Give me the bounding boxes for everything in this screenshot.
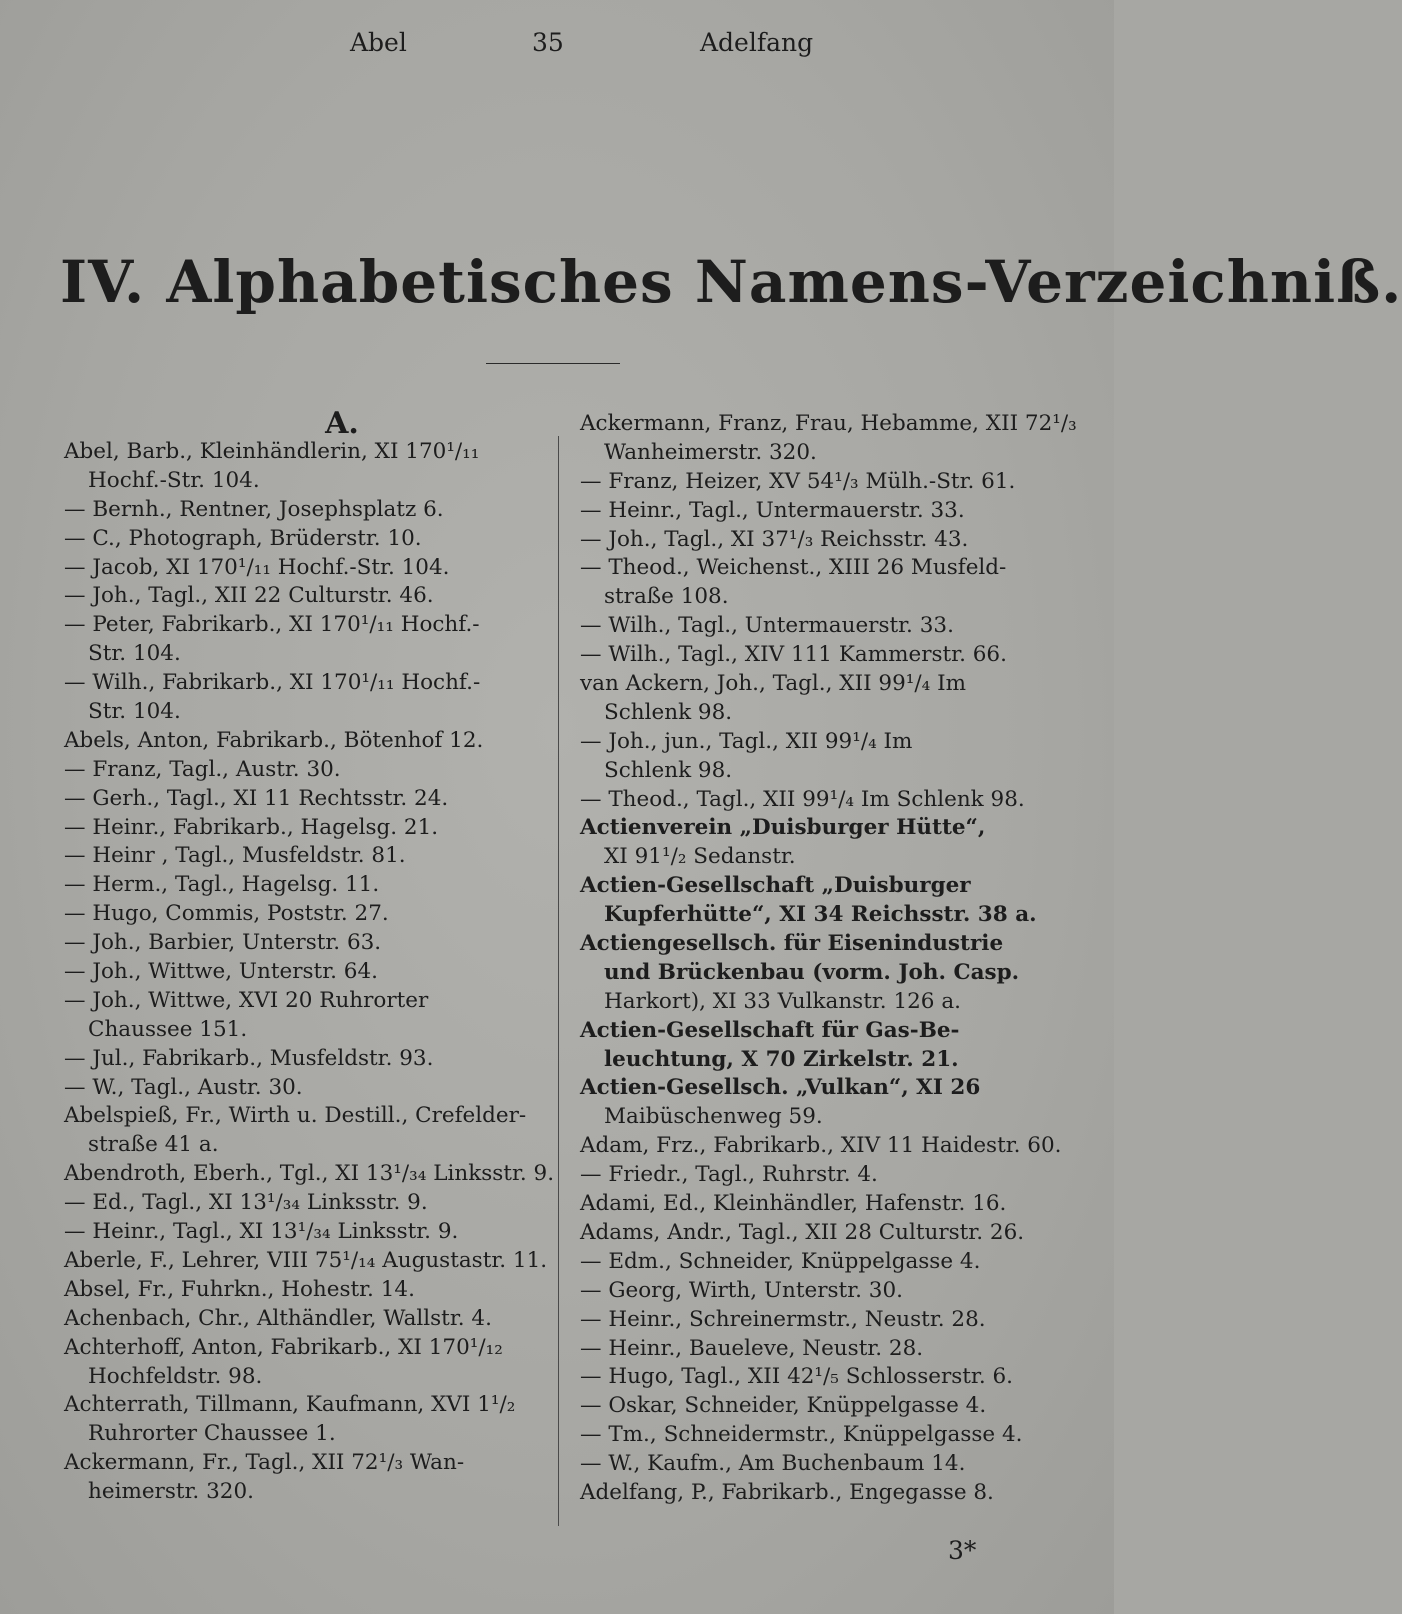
entry-line: Wanheimerstr. 320. [604, 439, 817, 465]
entry-line: — Heinr., Baueleve, Neustr. 28. [580, 1335, 924, 1361]
entry-line: Actiengesellsch. für Eisenindustrie [580, 931, 1004, 957]
signature-mark: 3* [948, 1536, 977, 1565]
title-rule [486, 363, 620, 364]
left-column [64, 406, 560, 1507]
entry-line: Ruhrorter Chaussee 1. [88, 1421, 336, 1447]
entry-line: — W., Kaufm., Am Buchenbaum 14. [580, 1451, 966, 1477]
entry-line: — Joh., Barbier, Unterstr. 63. [64, 930, 382, 956]
left-entries [64, 438, 560, 1507]
entry-line: — Joh., jun., Tagl., XII 99¹/₄ Im [580, 728, 913, 754]
entry-line: — Tm., Schneidermstr., Knüppelgasse 4. [580, 1422, 1023, 1448]
entry-line: — Jul., Fabrikarb., Musfeldstr. 93. [64, 1045, 434, 1071]
entry-line: Adelfang, P., Fabrikarb., Engegasse 8. [580, 1479, 994, 1505]
entry-line: — Friedr., Tagl., Ruhrstr. 4. [580, 1162, 878, 1188]
entry-line: Achenbach, Chr., Althändler, Wallstr. 4. [64, 1305, 492, 1331]
entry-line: — Franz, Heizer, XV 54¹/₃ Mülh.-Str. 61. [580, 468, 1016, 494]
entry-line: Hochfeldstr. 98. [88, 1363, 263, 1389]
entry-line: Hochf.-Str. 104. [88, 467, 260, 493]
entry-line: — Hugo, Tagl., XII 42¹/₅ Schlosserstr. 6. [580, 1364, 1014, 1390]
entry-line: Abelspieß, Fr., Wirth u. Destill., Crefelder- [64, 1103, 527, 1129]
entry-line: Adam, Frz., Fabrikarb., XIV 11 Haidestr. 60. [580, 1133, 1062, 1159]
entry-line: — Wilh., Tagl., Untermauerstr. 33. [580, 613, 954, 639]
entry-line: — Hugo, Commis, Poststr. 27. [64, 901, 389, 927]
right-entries [580, 410, 1077, 1508]
entry-line: — Heinr , Tagl., Musfeldstr. 81. [64, 843, 406, 869]
page-number: 35 [532, 28, 564, 57]
entry-line: XI 91¹/₂ Sedanstr. [604, 844, 796, 870]
entry-line: — W., Tagl., Austr. 30. [64, 1074, 303, 1100]
entry-line: Kupferhütte“, XI 34 Reichsstr. 38 a. [604, 902, 1037, 928]
entry-line: — Peter, Fabrikarb., XI 170¹/₁₁ Hochf.- [64, 612, 480, 638]
entry-line: Actien-Gesellsch. „Vulkan“, XI 26 [580, 1075, 981, 1101]
entry-line: und Brückenbau (vorm. Joh. Casp. [604, 959, 1020, 985]
entry-line: — Bernh., Rentner, Josephsplatz 6. [64, 496, 444, 522]
entry-line: Schlenk 98. [604, 699, 733, 725]
entry-line: — Gerh., Tagl., XI 11 Rechtsstr. 24. [64, 785, 449, 811]
entry-line: Adami, Ed., Kleinhändler, Hafenstr. 16. [580, 1191, 1007, 1217]
entry-line: — Joh., Tagl., XII 22 Culturstr. 46. [64, 583, 434, 609]
entry-line: leuchtung, X 70 Zirkelstr. 21. [604, 1046, 959, 1072]
entry-line: Maibüschenweg 59. [604, 1104, 823, 1130]
entry-line: Achterhoff, Anton, Fabrikarb., XI 170¹/₁₂ [64, 1334, 503, 1360]
entry-line: — C., Photograph, Brüderstr. 10. [64, 525, 422, 551]
entry-line: — Joh., Wittwe, Unterstr. 64. [64, 959, 378, 985]
entry-line: — Ed., Tagl., XI 13¹/₃₄ Linksstr. 9. [64, 1190, 428, 1216]
entry-line: Absel, Fr., Fuhrkn., Hohestr. 14. [64, 1276, 415, 1302]
entry-line: straße 41 a. [88, 1132, 219, 1158]
entry-line: — Heinr., Fabrikarb., Hagelsg. 21. [64, 814, 439, 840]
entry-line: Abendroth, Eberh., Tgl., XI 13¹/₃₄ Linksstr. 9. [64, 1161, 555, 1187]
entry-line: — Wilh., Tagl., XIV 111 Kammerstr. 66. [580, 642, 1007, 668]
entry-line: — Joh., Tagl., XI 37¹/₃ Reichsstr. 43. [580, 526, 969, 552]
entry-line: Actien-Gesellschaft „Duisburger [580, 873, 971, 899]
entry-line: Ackermann, Franz, Frau, Hebamme, XII 72¹/₃ [580, 411, 1077, 436]
entry-line: Ackermann, Fr., Tagl., XII 72¹/₃ Wan- [64, 1450, 465, 1476]
header-right-word: Adelfang [700, 28, 814, 57]
entry-line: — Edm., Schneider, Knüppelgasse 4. [580, 1248, 981, 1274]
entry-line: — Theod., Tagl., XII 99¹/₄ Im Schlenk 98. [580, 786, 1025, 812]
entry-line: — Theod., Weichenst., XIII 26 Musfeld- [580, 555, 1007, 581]
entry-line: van Ackern, Joh., Tagl., XII 99¹/₄ Im [580, 671, 966, 697]
entry-line: Actien-Gesellschaft für Gas-Be- [580, 1017, 960, 1043]
entry-line: Harkort), XI 33 Vulkanstr. 126 a. [604, 988, 961, 1014]
entry-line: Schlenk 98. [604, 757, 733, 783]
entry-line: — Jacob, XI 170¹/₁₁ Hochf.-Str. 104. [64, 554, 450, 580]
entry-line: Chaussee 151. [88, 1016, 248, 1042]
entry-line: Abel, Barb., Kleinhändlerin, XI 170¹/₁₁ [64, 439, 480, 464]
entry-line: — Joh., Wittwe, XVI 20 Ruhrorter [64, 987, 429, 1013]
entry-line: heimerstr. 320. [88, 1479, 254, 1505]
entry-line: Adams, Andr., Tagl., XII 28 Culturstr. 26. [580, 1219, 1025, 1245]
entry-line: — Georg, Wirth, Unterstr. 30. [580, 1277, 903, 1303]
entry-line: Aberle, F., Lehrer, VIII 75¹/₁₄ Augustastr. 11. [64, 1247, 548, 1273]
entry-line: Str. 104. [88, 641, 181, 667]
entry-line: — Oskar, Schneider, Knüppelgasse 4. [580, 1393, 987, 1419]
entry-line: Str. 104. [88, 699, 181, 725]
column-divider [558, 436, 559, 1526]
entry-line: Achterrath, Tillmann, Kaufmann, XVI 1¹/₂ [64, 1392, 516, 1418]
header-left-word: Abel [350, 28, 407, 57]
entry-line: — Heinr., Schreinermstr., Neustr. 28. [580, 1306, 986, 1332]
running-header [0, 28, 1114, 68]
entry-line: Abels, Anton, Fabrikarb., Bötenhof 12. [64, 727, 484, 753]
entry-line: straße 108. [604, 584, 729, 610]
section-title: IV. Alphabetisches Namens-Verzeichniß. [60, 248, 1402, 316]
entry-line: — Heinr., Tagl., XI 13¹/₃₄ Linksstr. 9. [64, 1219, 459, 1245]
entry-line: Actienverein „Duisburger Hütte“, [580, 815, 986, 841]
entry-line: — Franz, Tagl., Austr. 30. [64, 756, 341, 782]
entry-line: — Herm., Tagl., Hagelsg. 11. [64, 872, 380, 898]
entry-line: — Heinr., Tagl., Untermauerstr. 33. [580, 497, 965, 523]
right-column [580, 410, 1077, 1508]
section-letter: A. [325, 406, 359, 441]
entry-line: — Wilh., Fabrikarb., XI 170¹/₁₁ Hochf.- [64, 670, 481, 696]
